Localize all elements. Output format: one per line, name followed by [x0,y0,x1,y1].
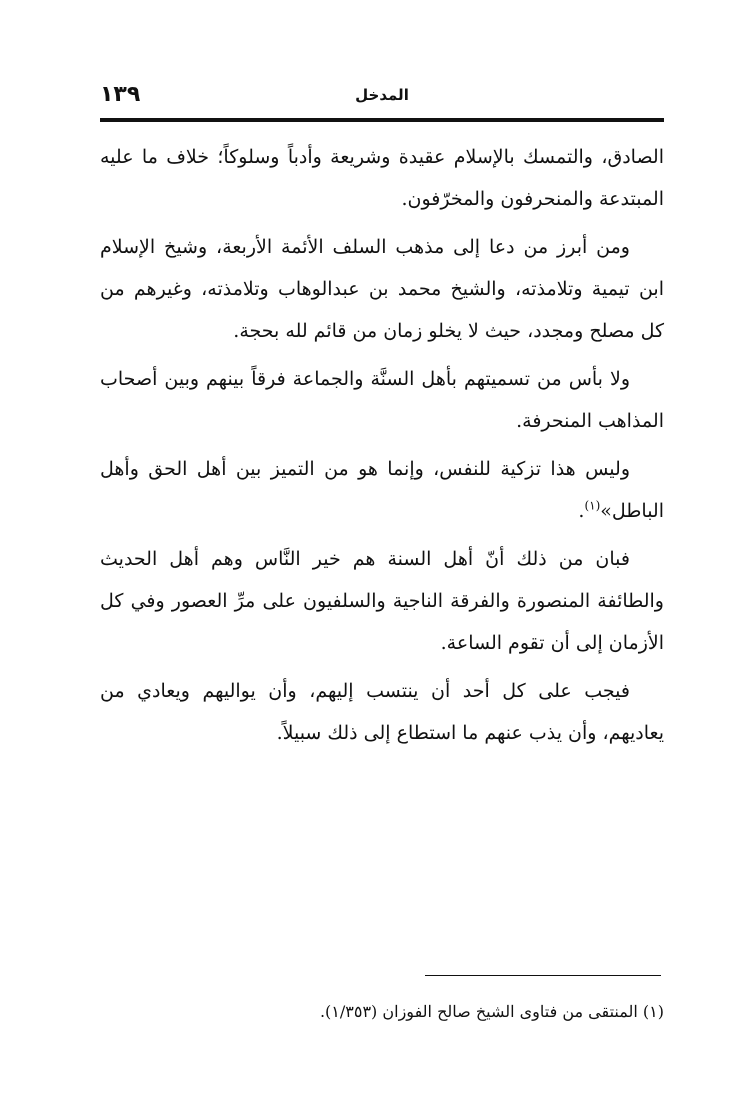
page-header [100,78,664,118]
quote-text: وليس هذا تزكية للنفس، وإنما هو من التميز بين أهل الحق وأهل الباطل» [100,458,664,522]
footnote: (١) المنتقى من فتاوى الشيخ صالح الفوزان (١/٣٥٣). [319,1002,664,1021]
paragraph-1: الصادق، والتمسك بالإسلام عقيدة وشريعة وأدباً وسلوكاً؛ خلاف ما عليه المبتدعة والمنحرفون والمخرّفون. [100,146,664,210]
footnote-rule [425,975,661,976]
paragraph-4-end: . [578,500,585,522]
paragraph-4 [100,448,664,532]
body-text [100,136,664,760]
paragraph-3: ولا بأس من تسميتهم بأهل السنَّة والجماعة فرقاً بينهم وبين أصحاب المذاهب المنحرفة. [100,368,664,432]
header-rule [100,118,664,122]
paragraph-6: فيجب على كل أحد أن ينتسب إليهم، وأن يواليهم ويعادي من يعاديهم، وأن يذب عنهم ما استطاع إلى ذلك سبيلاً. [100,680,664,744]
paragraph-2: ومن أبرز من دعا إلى مذهب السلف الأئمة الأربعة، وشيخ الإسلام ابن تيمية وتلامذته، والشيخ محمد بن عبدالوهاب وتلامذته، وغيرهم من كل مصلح ومجدد، حيث لا يخلو زمان من قائم لله بحجة. [100,236,664,342]
paragraph-5: فبان من ذلك أنّ أهل السنة هم خير النَّاس وهم أهل الحديث والطائفة المنصورة والفرقة الناجية والسلفيون على مرِّ العصور وفي كل الأزمان إلى أن تقوم الساعة. [100,548,664,654]
running-title: المدخل [355,86,409,104]
page-number: ١٣٩ [100,82,141,107]
footnote-reference[interactable]: (١) [584,498,601,513]
